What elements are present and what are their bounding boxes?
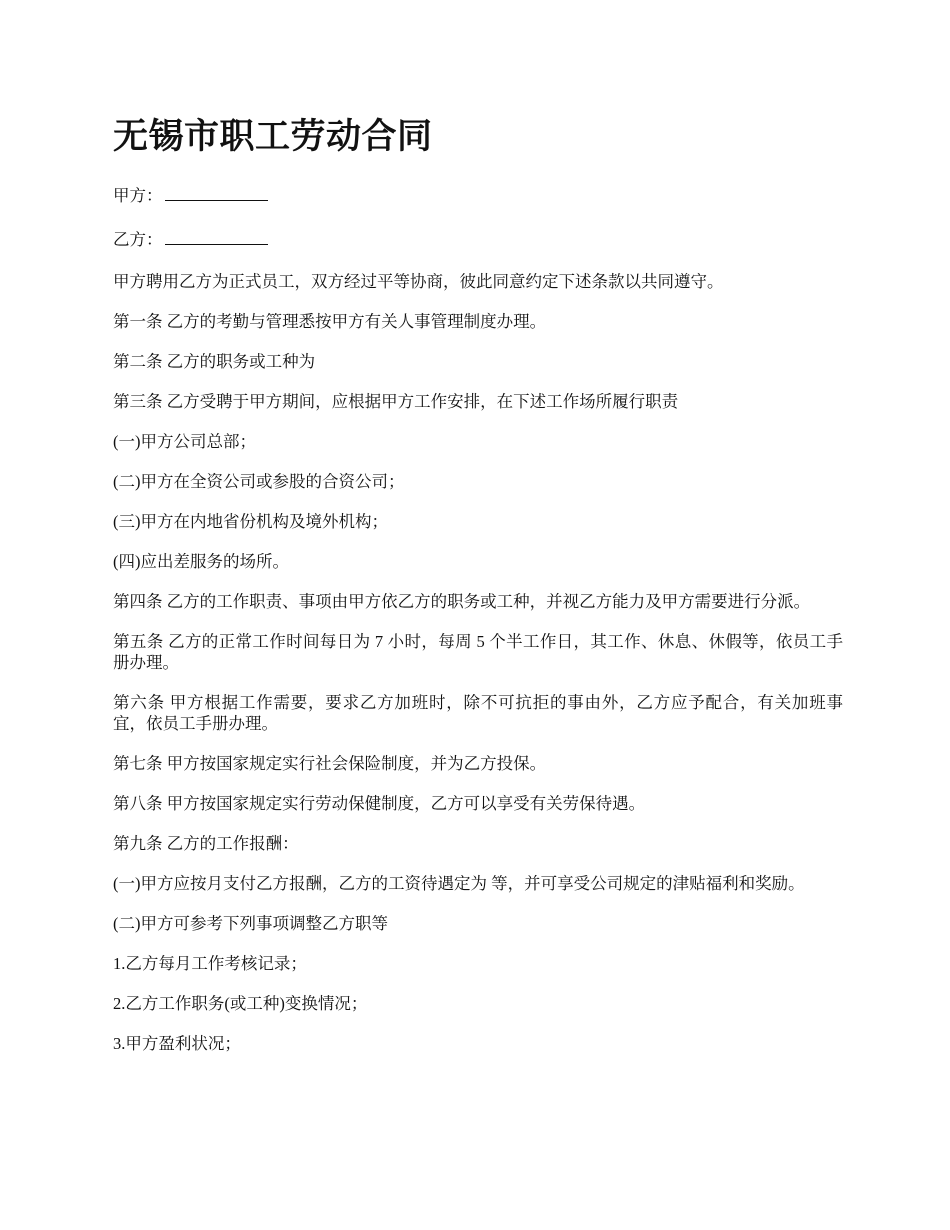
- article-4: 第四条 乙方的工作职责、事项由甲方依乙方的职务或工种，并视乙方能力及甲方需要进行分派。: [113, 592, 811, 611]
- article-1: 第一条 乙方的考勤与管理悉按甲方有关人事管理制度办理。: [113, 312, 547, 331]
- party-b-blank: [165, 227, 268, 245]
- article-3: 第三条 乙方受聘于甲方期间，应根据甲方工作安排，在下述工作场所履行职责: [113, 392, 679, 411]
- article-9: 第九条 乙方的工作报酬：: [113, 834, 299, 853]
- document-body: [113, 183, 843, 1054]
- party-b-label: 乙方：: [113, 230, 163, 249]
- contract-preamble: 甲方聘用乙方为正式员工，双方经过平等协商，彼此同意约定下述条款以共同遵守。: [113, 272, 724, 291]
- party-a-blank: [165, 183, 268, 201]
- party-a-label: 甲方：: [113, 186, 163, 205]
- article-3-item-2: (二)甲方在全资公司或参股的合资公司；: [113, 472, 405, 491]
- article-9-item-1: (一)甲方应按月支付乙方报酬，乙方的工资待遇定为 等，并可享受公司规定的津贴福利和奖励。: [113, 874, 805, 893]
- party-a-line: [113, 183, 843, 206]
- document-title: 无锡市职工劳动合同: [113, 117, 433, 156]
- contract-page: [113, 112, 843, 1073]
- article-5: 第五条 乙方的正常工作时间每日为 7 小时，每周 5 个半工作日，其工作、休息、休假等，依员工手册办理。: [113, 632, 843, 672]
- adjustment-item-3: 3.甲方盈利状况；: [113, 1034, 241, 1053]
- article-8: 第八条 甲方按国家规定实行劳动保健制度，乙方可以享受有关劳保待遇。: [113, 794, 646, 813]
- article-3-item-3: (三)甲方在内地省份机构及境外机构；: [113, 512, 388, 531]
- article-3-item-1: (一)甲方公司总部；: [113, 432, 256, 451]
- article-9-item-2: (二)甲方可参考下列事项调整乙方职等: [113, 914, 388, 933]
- party-b-line: [113, 227, 843, 250]
- adjustment-item-1: 1.乙方每月工作考核记录；: [113, 954, 307, 973]
- article-6: 第六条 甲方根据工作需要，要求乙方加班时，除不可抗拒的事由外，乙方应予配合，有关加班事宜，依员工手册办理。: [113, 693, 843, 733]
- article-2: 第二条 乙方的职务或工种为: [113, 352, 316, 371]
- article-7: 第七条 甲方按国家规定实行社会保险制度，并为乙方投保。: [113, 754, 547, 773]
- article-3-item-4: (四)应出差服务的场所。: [113, 552, 289, 571]
- adjustment-item-2: 2.乙方工作职务(或工种)变换情况；: [113, 994, 368, 1013]
